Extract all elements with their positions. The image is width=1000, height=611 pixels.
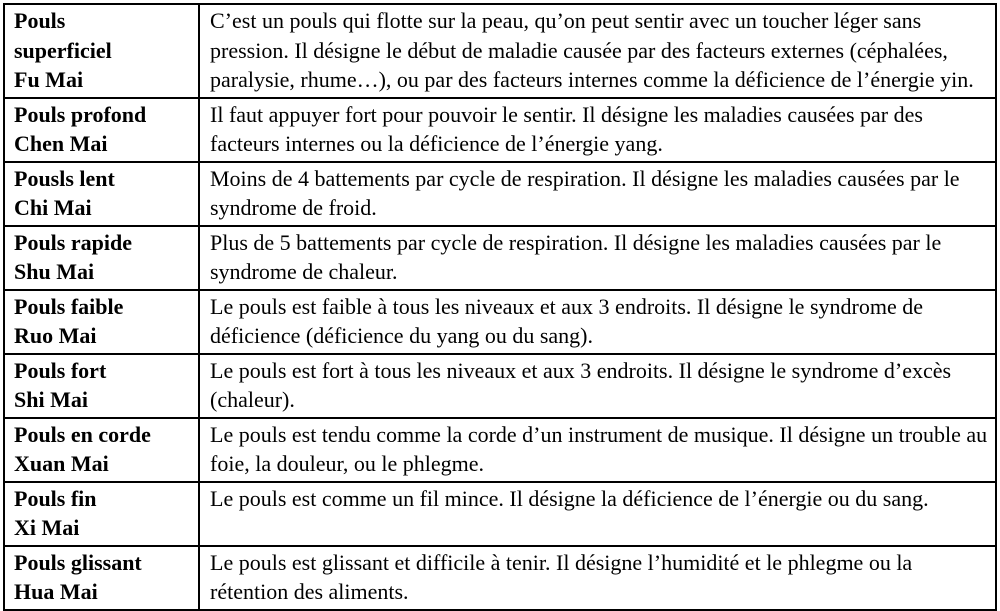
- pulse-name-cell: [4, 482, 199, 546]
- pulse-description: Plus de 5 battements par cycle de respiration. Il désigne les maladies causées par le syndrome de chaleur.: [199, 226, 996, 290]
- pulse-description: Le pouls est fort à tous les niveaux et aux 3 endroits. Il désigne le syndrome d’excès (chaleur).: [199, 354, 996, 418]
- pulse-name-cn: Shu Mai: [14, 259, 95, 284]
- pulse-name-cn: Ruo Mai: [14, 323, 97, 348]
- pulse-description: Moins de 4 battements par cycle de respiration. Il désigne les maladies causées par le syndrome de froid.: [199, 162, 996, 226]
- table-row: [4, 546, 996, 610]
- pulse-name-cell: [4, 546, 199, 610]
- table-row: [4, 226, 996, 290]
- table-row: [4, 354, 996, 418]
- pulse-description: C’est un pouls qui flotte sur la peau, qu’on peut sentir avec un toucher léger sans pression. Il désigne le début de maladie causée par des facteurs externes (céphalées, paralysie, rhume…), ou par des facteurs internes comme la déficience de l’énergie yin.: [199, 4, 996, 98]
- pulse-name-cell: [4, 162, 199, 226]
- table-row: [4, 290, 996, 354]
- pulse-name-cn: Chen Mai: [14, 131, 108, 156]
- pulse-name-cn: Fu Mai: [14, 67, 84, 92]
- pulse-name-fr: Pouls profond: [14, 101, 147, 127]
- pulse-name-cell: [4, 290, 199, 354]
- pulse-types-table: [3, 3, 997, 611]
- pulse-description: Le pouls est comme un fil mince. Il désigne la déficience de l’énergie ou du sang.: [199, 482, 996, 546]
- pulse-name-fr-continued: superficiel: [14, 37, 112, 63]
- pulse-name-fr: Pouls en corde: [14, 421, 151, 447]
- pulse-description: Le pouls est tendu comme la corde d’un instrument de musique. Il désigne un trouble au foie, la douleur, ou le phlegme.: [199, 418, 996, 482]
- pulse-description: Il faut appuyer fort pour pouvoir le sentir. Il désigne les maladies causées par des facteurs internes ou la déficience de l’énergie yang.: [199, 98, 996, 162]
- table-row: [4, 418, 996, 482]
- pulse-name-fr: Pouls rapide: [14, 229, 132, 255]
- pulse-name-fr: Pouls: [14, 8, 66, 33]
- pulse-name-cn: Xuan Mai: [14, 451, 109, 476]
- table-row: [4, 482, 996, 546]
- pulse-name-cell: [4, 4, 199, 98]
- pulse-name-cn: Xi Mai: [14, 515, 80, 540]
- pulse-name-cn: Shi Mai: [14, 387, 88, 412]
- table-row: [4, 98, 996, 162]
- pulse-description: Le pouls est glissant et difficile à tenir. Il désigne l’humidité et le phlegme ou la rétention des aliments.: [199, 546, 996, 610]
- pulse-name-cn: Chi Mai: [14, 195, 92, 220]
- pulse-name-fr: Pouls fort: [14, 357, 107, 383]
- table-row: [4, 4, 996, 98]
- pulse-name-fr: Pouls fin: [14, 485, 97, 511]
- pulse-name-cn: Hua Mai: [14, 579, 98, 604]
- table-row: [4, 162, 996, 226]
- pulse-name-fr: Pouls glissant: [14, 549, 142, 575]
- pulse-name-cell: [4, 98, 199, 162]
- pulse-name-cell: [4, 418, 199, 482]
- pulse-description: Le pouls est faible à tous les niveaux et aux 3 endroits. Il désigne le syndrome de déficience (déficience du yang ou du sang).: [199, 290, 996, 354]
- pulse-name-fr: Pousls lent: [14, 165, 115, 191]
- pulse-name-fr: Pouls faible: [14, 293, 124, 319]
- pulse-name-cell: [4, 354, 199, 418]
- pulse-name-cell: [4, 226, 199, 290]
